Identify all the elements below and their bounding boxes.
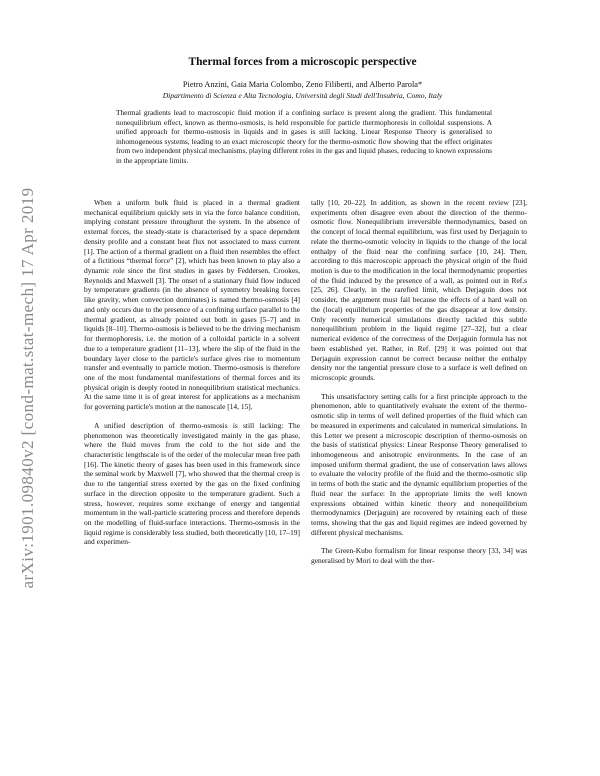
arxiv-side-stamp — [14, 128, 42, 648]
right-column — [311, 198, 527, 566]
paper-title: Thermal forces from a microscopic perspective — [188, 56, 417, 68]
body-paragraph: A unified description of thermo-osmosis is still lacking: The phenomenon was theoretically investigated mainly in the gas phase, where the fluid moves from the cold to the hot side and the characteristic lengthscale is of the order of the molecular mean free path [16]. The kinetic theory of gases has been used in this framework since the seminal work by Maxwell [7], who showed that the thermal creep is due to the tangential stress exerted by the gas on the fixed confining surface in the direction opposite to the temperature gradient. Such a stress, however, requires some exchange of energy and tangential momentum in the wall-particle scattering process and therefore depends on the modelling of fluid-surface interactions. Thermo-osmosis in the liquid regime is considerably less studied, both theoretically [10, 17–19] and experimen- — [84, 420, 300, 547]
left-column — [84, 198, 300, 547]
abstract: Thermal gradients lead to macroscopic fluid motion if a confining surface is present along the gradient. This fundamental nonequilibrium effect, known as thermo-osmosis, is held responsible for particle thermophoresis in colloidal suspensions. A unified approach for thermo-osmosis in liquids and in gases is still lacking. Linear Response Theory is generalised to inhomogeneous systems, leading to an exact microscopic theory for the thermo-osmotic flow showing that the effect originates from two independent physical mechanisms, playing different roles in the gas and liquid phases, reducing to known expressions in the appropriate limits. — [116, 108, 492, 165]
body-paragraph: tally [10, 20–22]. In addition, as shown in the recent review [23], experiments often disagree even about the direction of the thermo-osmotic flow. Nonequilibrium irreversible thermodynamics, based on the concept of local thermal equilibrium, was first used by Derjaguin to relate the thermo-osmotic velocity in liquids to the change of the local enthalpy of the fluid near the confining surface [10, 24]. Then, according to this macroscopic approach the physical origin of the fluid motion is due to the modification in the local thermodynamic properties of the fluid induced by the presence of a wall, as pointed out in Ref.s [25, 26]. Clearly, in the rarefied limit, which Derjaguin does not consider, the argument must fail because the effects of a hard wall on the (local) equilibrium properties of the gas disappear at low density. Only recently numerical simulations directly tackled this subtle nonequilibrium problem in the liquid regime [27–32], but a clear numerical evidence of the correctness of the Derjaguin formula has not been established yet. Rather, in Ref. [29] it was pointed out that Derjaguin expression cannot be correct because neither the enthalpy density nor the tangential pressure close to a surface is well defined on microscopic grounds. — [311, 198, 527, 382]
arxiv-identifier: arXiv:1901.09840v2 [cond-mat.stat-mech] 17 Apr 2019 — [18, 187, 37, 589]
author-list: Pietro Anzini, Gaia Maria Colombo, Zeno Filiberti, and Alberto Parola* — [182, 80, 423, 89]
body-paragraph: This unsatisfactory setting calls for a first principle approach to the phenomenon, able to quantitatively evaluate the extent of the thermo-osmotic slip in terms of well defined properties of the fluid which can be measured in experiments and calculated in numerical simulations. In this Letter we present a microscopic description of thermo-osmosis on the basis of statistical physics: Linear Response Theory generalised to inhomogeneous and anisotropic environments. In the case of an imposed uniform thermal gradient, the use of conservation laws allows to evaluate the velocity profile of the fluid and the thermo-osmotic slip in terms of both the static and the dynamic equilibrium properties of the fluid near the surface: In the appropriate limits the well known expressions obtained within kinetic theory and nonequilibrium thermodynamics (Derjaguin) are recovered by retaining each of these terms, showing that the gas and liquid regimes are indeed governed by different physical mechanisms. — [311, 391, 527, 537]
body-paragraph: When a uniform bulk fluid is placed in a thermal gradient mechanical equilibrium quickly sets in via the force balance condition, implying constant pressure throughout the system. In the absence of external forces, the steady-state is characterised by a space dependent density profile and a constant heat flux not associated to mass current [1]. The action of a thermal gradient on a fluid then resembles the effect of a fictitious “thermal force” [2], which has been known to play also a dynamic role since the first studies in gases by Feddersen, Crookes, Reynolds and Maxwell [3]. The onset of a stationary fluid flow induced by temperature gradients (in the absence of symmetry breaking forces like gravity, when convection dominates) is named thermo-osmosis [4] and only occurs due to the presence of a confining surface parallel to the thermal gradient, as already pointed out both in gases [5–7] and in liquids [8–10]. Thermo-osmosis is believed to be the driving mechanism for thermophoresis, i.e. the motion of a colloidal particle in a solvent due to a temperature gradient [11–13], where the slip of the fluid in the boundary layer close to the particle's surface gives rise to momentum transfer and eventually to particle motion. Thermo-osmosis is therefore one of the most fundamental manifestations of thermal forces and its physical origin is deeply rooted in nonequilibrium statistical mechanics. At the same time it is of great interest for applications as a mechanism for governing particle's motion at the nanoscale [14, 15]. — [84, 198, 300, 412]
affiliation: Dipartimento di Scienza e Alta Tecnologia, Università degli Studi dell'Insubria, Como, Italy — [162, 91, 443, 100]
body-paragraph: The Green-Kubo formalism for linear response theory [33, 34] was generalised by Mori to deal with the ther- — [311, 546, 527, 566]
